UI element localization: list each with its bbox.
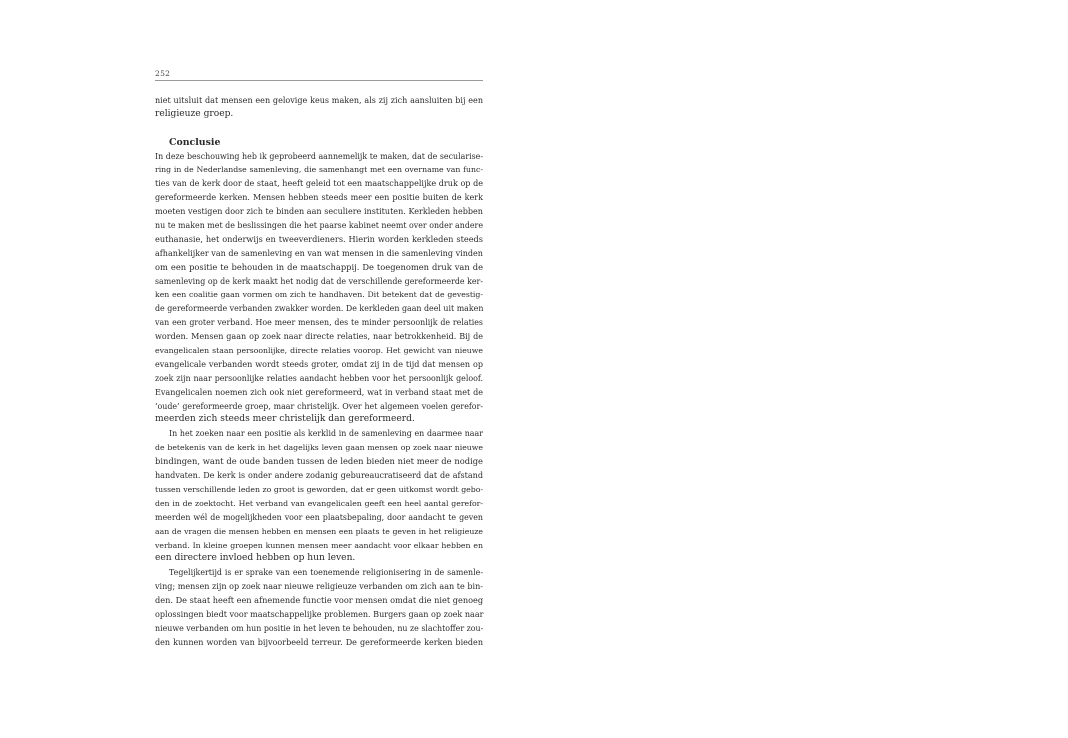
text-line: evangelicale verbanden wordt steeds groter, omdat zij in de tijd dat mensen op: [155, 359, 483, 369]
text-line: gereformeerde kerken. Mensen hebben steeds meer een positie buiten de kerk: [155, 193, 483, 203]
text-line: ‘oude’ gereformeerde groep, maar christelijk. Over het algemeen voelen gerefor-: [155, 401, 483, 411]
section-heading: Conclusie: [169, 136, 221, 148]
text-line: In het zoeken naar een positie als kerklid in de samenleving en daarmee naar: [169, 429, 483, 439]
text-line: niet uitsluit dat mensen een gelovige keus maken, als zij zich aansluiten bij een: [155, 96, 483, 105]
text-line: ving; mensen zijn op zoek naar nieuwe religieuze verbanden om zich aan te bin-: [155, 582, 483, 592]
text-line: afhankelijker van de samenleving en van wat mensen in die samenleving vinden: [155, 248, 483, 258]
text-line: worden. Mensen gaan op zoek naar directe relaties, naar betrokkenheid. Bij de: [155, 332, 483, 342]
paragraph-1: [155, 150, 483, 428]
text-line: ring in de Nederlandse samenleving, die samenhangt met een overname van func-: [155, 165, 483, 175]
text-line: de gereformeerde verbanden zwakker worden. De kerkleden gaan deel uit maken: [155, 304, 484, 314]
text-line: een directere invloed hebben op hun leven.: [155, 553, 356, 564]
page-number: 252: [155, 69, 171, 78]
text-line: aan de vragen die mensen hebben en mensen een plaats te geven in het religieuze: [155, 526, 483, 536]
text-line: bindingen, want de oude banden tussen de leden bieden niet meer de nodige: [155, 456, 483, 467]
text-line: oplossingen biedt voor maatschappelijke problemen. Burgers gaan op zoek naar: [155, 609, 484, 619]
text-line: samenleving op de kerk maakt het nodig dat de verschillende gereformeerde ker-: [155, 276, 483, 286]
text-line: tussen verschillende leden zo groot is geworden, dat er geen uitkomst wordt gebo-: [155, 484, 483, 494]
text-line: handvaten. De kerk is onder andere zodanig gebureaucratiseerd dat de afstand: [155, 471, 483, 481]
text-line: nieuwe verbanden om hun positie in het leven te behouden, nu ze slachtoffer zou-: [155, 623, 484, 633]
text-line: ties van de kerk door de staat, heeft geleid tot een maatschappelijke druk op de: [155, 179, 483, 189]
text-line: meerden zich steeds meer christelijk dan gereformeerd.: [155, 414, 415, 425]
text-line: nu te maken met de beslissingen die het paarse kabinet neemt over onder andere: [155, 221, 483, 231]
text-line: den kunnen worden van bijvoorbeeld terreur. De gereformeerde kerken bieden: [155, 637, 483, 647]
text-line: den. De staat heeft een afnemende functie voor mensen omdat die niet genoeg: [155, 595, 484, 606]
text-line: zoek zijn naar persoonlijke relaties aandacht hebben voor het persoonlijk geloof.: [155, 373, 483, 383]
text-line: meerden wél de mogelijkheden voor een plaatsbepaling, door aandacht te geven: [155, 512, 483, 522]
text-line: den in de zoektocht. Het verband van evangelicalen geeft een heel aantal gerefor-: [155, 498, 483, 508]
text-line: verband. In kleine groepen kunnen mensen meer aandacht voor elkaar hebben en: [155, 540, 483, 550]
paragraph-2: [155, 427, 483, 566]
text-line: om een positie te behouden in de maatschappij. De toegenomen druk van de: [155, 261, 483, 272]
text-line: ken een coalitie gaan vormen om zich te handhaven. Dit betekent dat de gevestig-: [155, 290, 483, 300]
text-line: euthanasie, het onderwijs en tweeverdieners. Hierin worden kerkleden steeds: [155, 233, 483, 244]
paragraph-3: [155, 566, 483, 649]
text-line: van een groter verband. Hoe meer mensen, des te minder persoonlijk de relaties: [155, 318, 483, 328]
text-line: Tegelijkertijd is er sprake van een toenemende religionisering in de samenle-: [169, 568, 483, 578]
header-rule: [155, 80, 483, 81]
text-line: In deze beschouwing heb ik geprobeerd aannemelijk te maken, dat de secularise-: [155, 151, 483, 161]
paragraph-gap: [155, 122, 483, 136]
text-line: evangelicalen staan persoonlijke, directe relaties voorop. Het gewicht van nieuwe: [155, 346, 483, 356]
text-line: Evangelicalen noemen zich ook niet gereformeerd, wat in verband staat met de: [155, 387, 483, 397]
text-line: moeten vestigen door zich te binden aan seculiere instituten. Kerkleden hebben: [155, 207, 483, 217]
intro-paragraph: [155, 94, 483, 122]
text-line: religieuze groep.: [155, 108, 234, 119]
text-line: de betekenis van de kerk in het dagelijks leven gaan mensen op zoek naar nieuwe: [155, 443, 483, 453]
body-text: [155, 94, 483, 650]
